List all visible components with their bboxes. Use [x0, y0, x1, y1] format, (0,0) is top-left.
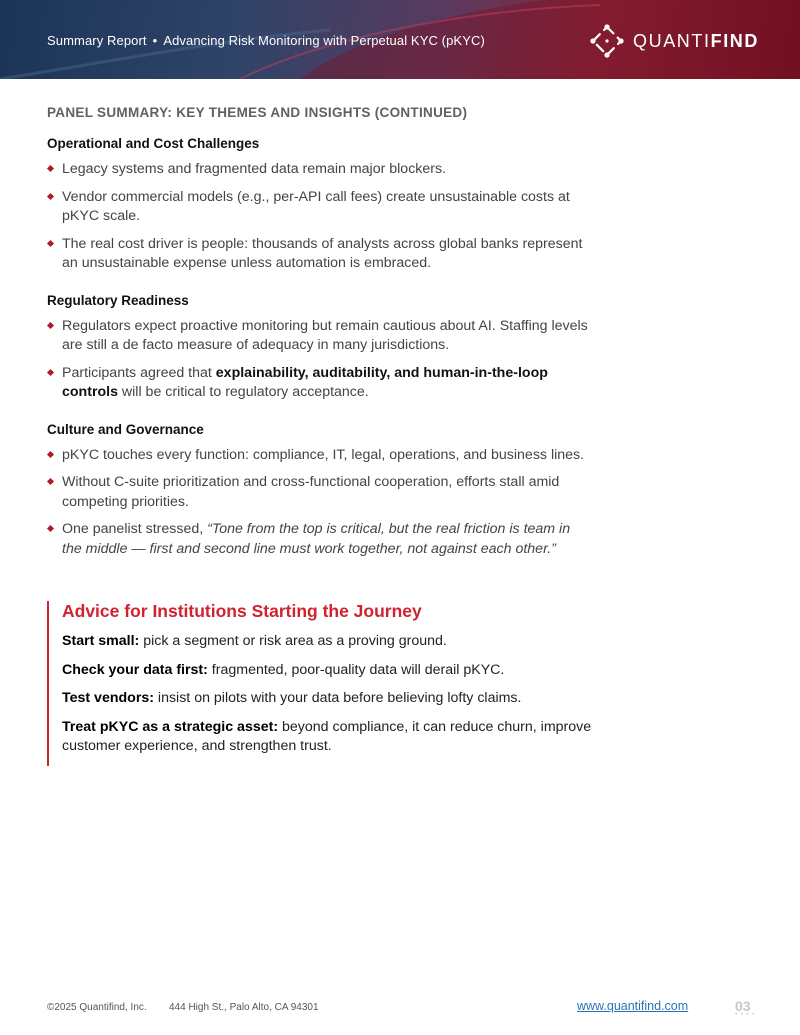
report-header-title: [47, 33, 485, 48]
logo-text-bold: FIND: [710, 31, 760, 51]
diamond-bullet-icon: [47, 192, 54, 199]
bullet-item: [47, 317, 592, 356]
bullet-list: [47, 317, 607, 403]
bullet-item: [47, 188, 592, 227]
theme-culture-governance: [47, 422, 607, 560]
advice-label: Treat pKYC as a strategic asset:: [62, 718, 279, 735]
diamond-bullet-icon: [47, 368, 54, 375]
header-separator: •: [152, 33, 158, 48]
bullet-text-lead: Participants agreed that: [62, 364, 216, 381]
advice-label: Test vendors:: [62, 690, 154, 706]
diamond-bullet-icon: [47, 525, 54, 532]
theme-operational-cost: [47, 136, 607, 274]
doc-type: Summary Report: [47, 33, 147, 48]
diamond-bullet-icon: [47, 450, 54, 457]
advice-item: [62, 689, 612, 709]
advice-item: [62, 718, 612, 757]
bullet-item: [47, 520, 592, 559]
bullet-list: [47, 446, 607, 560]
bullet-item: [47, 160, 592, 180]
bullet-text: Regulators expect proactive monitoring but remain cautious about AI. Staffing levels are still a de facto measure of adequacy in many jurisdictions.: [62, 317, 588, 353]
bullet-item: [47, 446, 592, 466]
page-number: 03: [735, 998, 751, 1014]
diamond-bullet-icon: [47, 321, 54, 328]
advice-text: fragmented, poor-quality data will derail pKYC.: [207, 661, 505, 678]
bullet-text: Without C-suite prioritization and cross-functional cooperation, efforts stall amid competing priorities.: [62, 474, 560, 510]
advice-text: insist on pilots with your data before believing lofty claims.: [153, 690, 522, 706]
panelist-quote: “Tone from the top is critical, but the real friction is team in the middle — first and second line must work together, not against each other.”: [62, 521, 571, 557]
bullet-text-emphasis: explainability, auditability, and human-in-the-loop controls: [62, 364, 548, 400]
diamond-bullet-icon: [47, 478, 54, 485]
bullet-item: [47, 235, 592, 274]
advice-title: Advice for Institutions Starting the Journey: [62, 601, 422, 621]
quantifind-diamond-logo-icon: [589, 23, 625, 59]
bullet-item: [47, 364, 592, 403]
website-link[interactable]: www.quantifind.com: [577, 999, 689, 1013]
logo-text-light: QUANTI: [633, 31, 711, 51]
theme-heading: Culture and Governance: [47, 421, 204, 437]
diamond-bullet-icon: [47, 165, 54, 172]
quantifind-logo: [589, 23, 759, 59]
diamond-bullet-icon: [47, 239, 54, 246]
bullet-text: pKYC touches every function: compliance, IT, legal, operations, and business lines.: [62, 446, 585, 463]
theme-heading: Regulatory Readiness: [47, 292, 189, 308]
bullet-item: [47, 473, 592, 512]
advice-text: beyond compliance, it can reduce churn, improve customer experience, and strengthen trust.: [62, 718, 592, 754]
main-content: [47, 105, 607, 578]
bullet-text-tail: will be critical to regulatory acceptance.: [117, 384, 369, 400]
advice-label: Start small:: [62, 633, 140, 649]
section-title: PANEL SUMMARY: KEY THEMES AND INSIGHTS (CONTINUED): [47, 105, 468, 120]
bullet-text: The real cost driver is people: thousands of analysts across global banks represent an unsustainable expense unless automation is embraced.: [62, 235, 583, 271]
address-text: 444 High St., Palo Alto, CA 94301: [169, 1002, 319, 1013]
copyright-text: ©2025 Quantifind, Inc.: [47, 1002, 147, 1013]
header-banner: [0, 0, 800, 79]
doc-title: Advancing Risk Monitoring with Perpetual KYC (pKYC): [163, 33, 485, 48]
advice-item: [62, 632, 612, 652]
bullet-text: Legacy systems and fragmented data remain major blockers.: [62, 161, 447, 177]
advice-text: pick a segment or risk area as a proving ground.: [139, 633, 447, 649]
advice-item: [62, 661, 612, 681]
page-dots: • • • •: [735, 1012, 756, 1018]
advice-callout: [47, 601, 612, 766]
theme-regulatory-readiness: [47, 293, 607, 403]
bullet-text: Vendor commercial models (e.g., per-API call fees) create unsustainable costs at pKYC scale.: [62, 188, 570, 224]
bullet-text-lead: One panelist stressed,: [62, 521, 208, 537]
theme-heading: Operational and Cost Challenges: [47, 136, 260, 151]
bullet-list: [47, 160, 607, 274]
logo-wordmark: [633, 31, 759, 52]
advice-label: Check your data first:: [62, 661, 208, 678]
